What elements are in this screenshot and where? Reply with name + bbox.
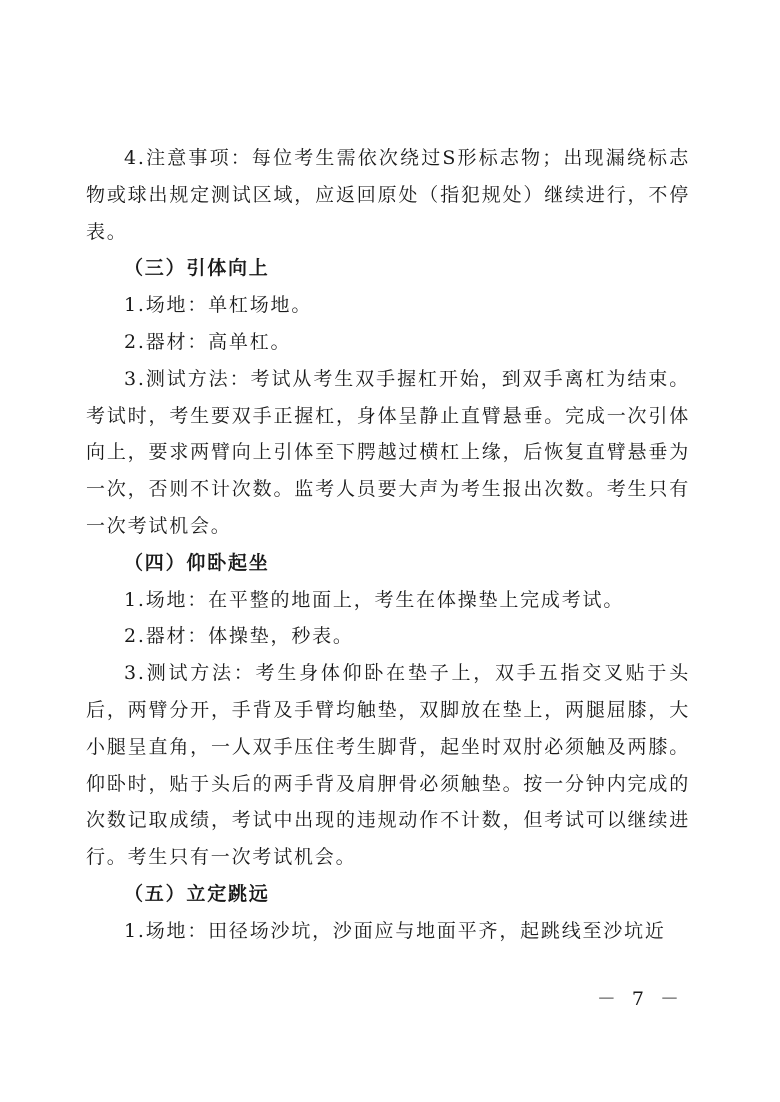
paragraph-sit-up-method: 3.测试方法：考生身体仰卧在垫子上，双手五指交叉贴于头后，两臂分开，手背及手臂均触垫，双脚放在垫上，两腿屈膝，大小腿呈直角，一人双手压住考生脚背，起坐时双肘必须触及两膝。仰卧时，贴于头后的两手背及肩胛骨必须触垫。按一分钟内完成的次数记取成绩，考试中出现的违规动作不计数，但考试可以继续进行。考生只有一次考试机会。 — [86, 662, 690, 869]
paragraph-pull-up-equipment: 2.器材：高单杠。 — [124, 330, 292, 353]
section-heading-standing-long-jump: （五）立定跳远 — [124, 882, 270, 905]
page-number: － 7 － — [596, 988, 684, 1010]
paragraph-notes-s-shape: 4.注意事项：每位考生需依次绕过S形标志物；出现漏绕标志物或球出规定测试区域，应返回原处（指犯规处）继续进行，不停表。 — [86, 147, 690, 243]
section-heading-sit-up: （四）仰卧起坐 — [124, 551, 270, 574]
section-heading-pull-up: （三）引体向上 — [124, 257, 270, 280]
paragraph-long-jump-venue: 1.场地：田径场沙坑，沙面应与地面平齐，起跳线至沙坑近 — [124, 919, 666, 942]
paragraph-pull-up-venue: 1.场地：单杠场地。 — [124, 294, 313, 317]
paragraph-sit-up-equipment: 2.器材：体操垫，秒表。 — [124, 625, 354, 648]
paragraph-pull-up-method: 3.测试方法：考试从考生双手握杠开始，到双手离杠为结束。考试时，考生要双手正握杠，身体呈静止直臂悬垂。完成一次引体向上，要求两臂向上引体至下腭越过横杠上缘，后恢复直臂悬垂为一次，否则不计次数。监考人员要大声为考生报出次数。考生只有一次考试机会。 — [86, 367, 690, 537]
page-content — [86, 140, 690, 950]
paragraph-sit-up-venue: 1.场地：在平整的地面上，考生在体操垫上完成考试。 — [124, 588, 625, 611]
